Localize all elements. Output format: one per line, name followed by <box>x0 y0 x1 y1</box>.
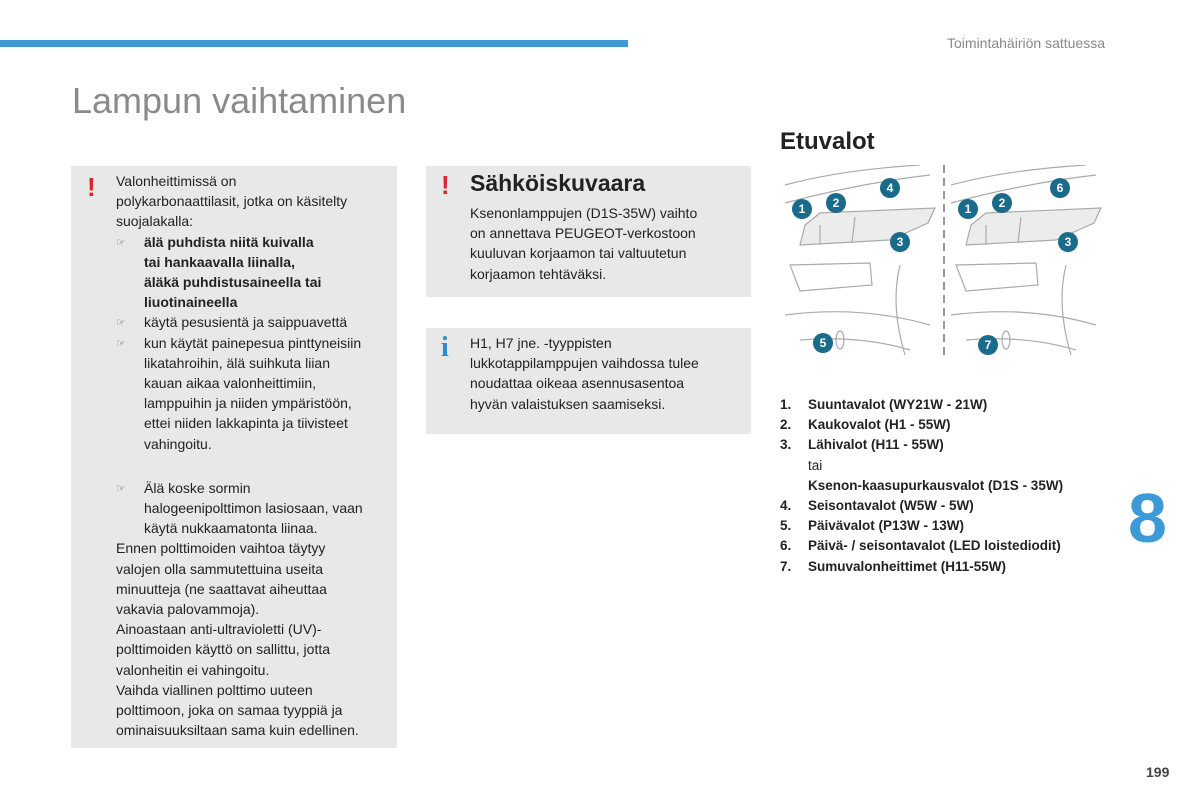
callout-badge: 5 <box>813 333 833 353</box>
page-number: 199 <box>1146 764 1170 780</box>
callout-badge: 1 <box>792 199 812 219</box>
callout-badge: 1 <box>958 199 978 219</box>
bullet-item: ☞ Älä koske sormin halogeenipolttimon lasiosaan, vaan käytä nukkaamatonta liinaa. <box>116 479 363 537</box>
callout-badge: 7 <box>978 335 998 355</box>
warning-title: Sähköiskuvaara <box>470 170 646 196</box>
hand-pointer-icon: ☞ <box>116 482 126 495</box>
warning-icon: ! <box>441 170 450 200</box>
list-item: 7. Sumuvalonheittimet (H11-55W) <box>780 558 1007 574</box>
warning-icon: ! <box>87 172 96 202</box>
hand-pointer-icon: ☞ <box>116 236 126 249</box>
callout-badge: 2 <box>826 193 846 213</box>
front-lights-heading: Etuvalot <box>780 128 875 155</box>
bullet-item: ☞ käytä pesusientä ja saippuavettä <box>116 312 396 332</box>
chapter-number: 8 <box>1128 479 1167 557</box>
hand-pointer-icon: ☞ <box>116 317 126 330</box>
caution-intro: Valonheittimissä on polykarbonaattilasit, jotka on käsitelty suojalakalla: <box>116 173 348 230</box>
list-item: 5. Päivävalot (P13W - 13W) <box>780 518 965 534</box>
header-accent-bar <box>0 40 628 47</box>
list-item: 6. Päivä- / seisontavalot (LED loistediodit) <box>780 538 1061 554</box>
callout-badge: 6 <box>1050 178 1070 198</box>
list-item: tai <box>808 457 823 473</box>
hand-pointer-icon: ☞ <box>116 337 126 350</box>
callout-badge: 3 <box>890 232 910 252</box>
section-title: Toimintahäiriön sattuessa <box>947 35 1105 51</box>
info-icon: i <box>441 332 449 363</box>
page-title: Lampun vaihtaminen <box>72 80 407 121</box>
list-item: 4. Seisontavalot (W5W - 5W) <box>780 498 974 514</box>
list-item: Ksenon-kaasupurkausvalot (D1S - 35W) <box>808 477 1064 493</box>
info-box <box>426 328 751 434</box>
bullet-item: ☞ kun käytät painepesua pinttyneisiin likatahroihin, älä suihkuta liian kauan aikaa valonheittimiin, lamppuihin ja niiden ympäristöön, ettei niiden lakkapinta ja tiivisteet vahingoitu. <box>116 334 362 452</box>
callout-badge: 3 <box>1058 232 1078 252</box>
list-item: 3. Lähivalot (H11 - 55W) <box>780 437 944 453</box>
bullet-item: ☞ älä puhdista niitä kuivalla tai hankaavalla liinalla, äläkä puhdistusaineella tai liuotinaineella <box>116 233 322 311</box>
warning-text: Ksenonlamppujen (D1S-35W) vaihto on annettava PEUGEOT-verkostoon kuuluvan korjaamon tai valtuutetun korjaamon tehtäväksi. <box>470 205 698 282</box>
info-text: H1, H7 jne. -tyyppisten lukkotappilamppujen vaihdossa tulee noudattaa oikeaa asennusasentoa hyvän valaistuksen saamiseksi. <box>470 335 699 412</box>
list-item: 1. Suuntavalot (WY21W - 21W) <box>780 397 988 412</box>
caution-box <box>71 166 397 748</box>
callout-badge: 4 <box>880 178 900 198</box>
list-item: 2. Kaukovalot (H1 - 55W) <box>780 417 951 433</box>
caution-outro: Ennen polttimoiden vaihtoa täytyy valojen olla sammutettuina useita minuutteja (ne saattavat aiheuttaa vakavia palovammoja). Ainoastaan anti-ultravioletti (UV)- polttimoiden käyttö on sallittu, jotta valonheitin ei vahingoitu. Vaihda viallinen polttimo uuteen polttimoon, joka on samaa tyyppiä ja ominaisuuksiltaan sama kuin edellinen. <box>116 540 359 739</box>
bulb-list <box>780 395 1063 577</box>
headlight-diagram <box>780 165 1108 357</box>
callout-badge: 2 <box>992 193 1012 213</box>
electric-shock-warning-box <box>426 166 751 297</box>
